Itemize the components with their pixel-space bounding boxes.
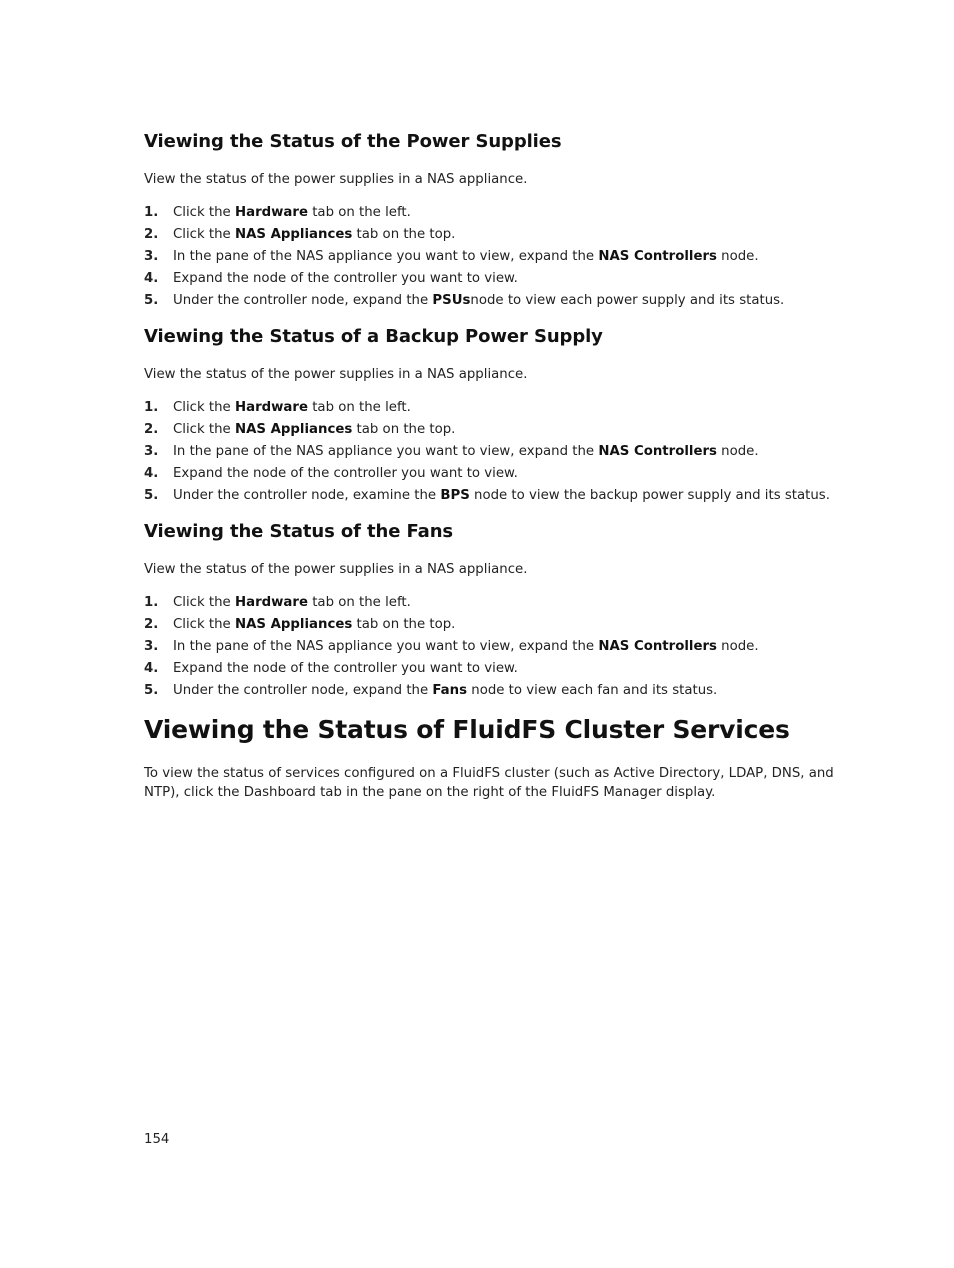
list-item: 5. Under the controller node, expand the PSUsnode to view each power supply and its status.	[144, 292, 785, 308]
list-item: 5. Under the controller node, expand the Fans node to view each fan and its status.	[144, 682, 718, 698]
list-item: 4. Expand the node of the controller you want to view.	[144, 660, 518, 676]
section-power-supplies	[144, 131, 834, 308]
section-intro: View the status of the power supplies in a NAS appliance.	[144, 562, 528, 577]
list-item: 3. In the pane of the NAS appliance you want to view, expand the NAS Controllers node.	[144, 248, 759, 264]
list-item: 3. In the pane of the NAS appliance you want to view, expand the NAS Controllers node.	[144, 638, 759, 654]
section-intro: View the status of the power supplies in a NAS appliance.	[144, 367, 528, 382]
list-item: 1. Click the Hardware tab on the left.	[144, 204, 411, 220]
list-item: 2. Click the NAS Appliances tab on the top.	[144, 226, 456, 242]
section-backup-power-supply	[144, 326, 834, 503]
list-item: 2. Click the NAS Appliances tab on the top.	[144, 616, 456, 632]
list-item: 1. Click the Hardware tab on the left.	[144, 399, 411, 415]
section-intro: View the status of the power supplies in a NAS appliance.	[144, 172, 528, 187]
list-item: 3. In the pane of the NAS appliance you want to view, expand the NAS Controllers node.	[144, 443, 759, 459]
steps-list	[144, 201, 834, 311]
page-title: Viewing the Status of FluidFS Cluster Services	[144, 715, 790, 744]
section-heading: Viewing the Status of the Fans	[144, 521, 454, 542]
list-item: 1. Click the Hardware tab on the left.	[144, 594, 411, 610]
list-item: 2. Click the NAS Appliances tab on the top.	[144, 421, 456, 437]
cluster-services-paragraph: To view the status of services configured on a FluidFS cluster (such as Active Directory, LDAP, DNS, and NTP), click the Dashboard tab in the pane on the right of the FluidFS Manager display.	[144, 766, 834, 800]
steps-list	[144, 591, 834, 701]
list-item: 4. Expand the node of the controller you want to view.	[144, 465, 518, 481]
section-heading: Viewing the Status of a Backup Power Supply	[144, 326, 603, 347]
section-heading: Viewing the Status of the Power Supplies	[144, 131, 562, 152]
list-item: 4. Expand the node of the controller you want to view.	[144, 270, 518, 286]
section-fans	[144, 521, 834, 698]
list-item: 5. Under the controller node, examine the BPS node to view the backup power supply and its status.	[144, 487, 830, 503]
steps-list	[144, 396, 834, 506]
page-number: 154	[144, 1132, 170, 1147]
